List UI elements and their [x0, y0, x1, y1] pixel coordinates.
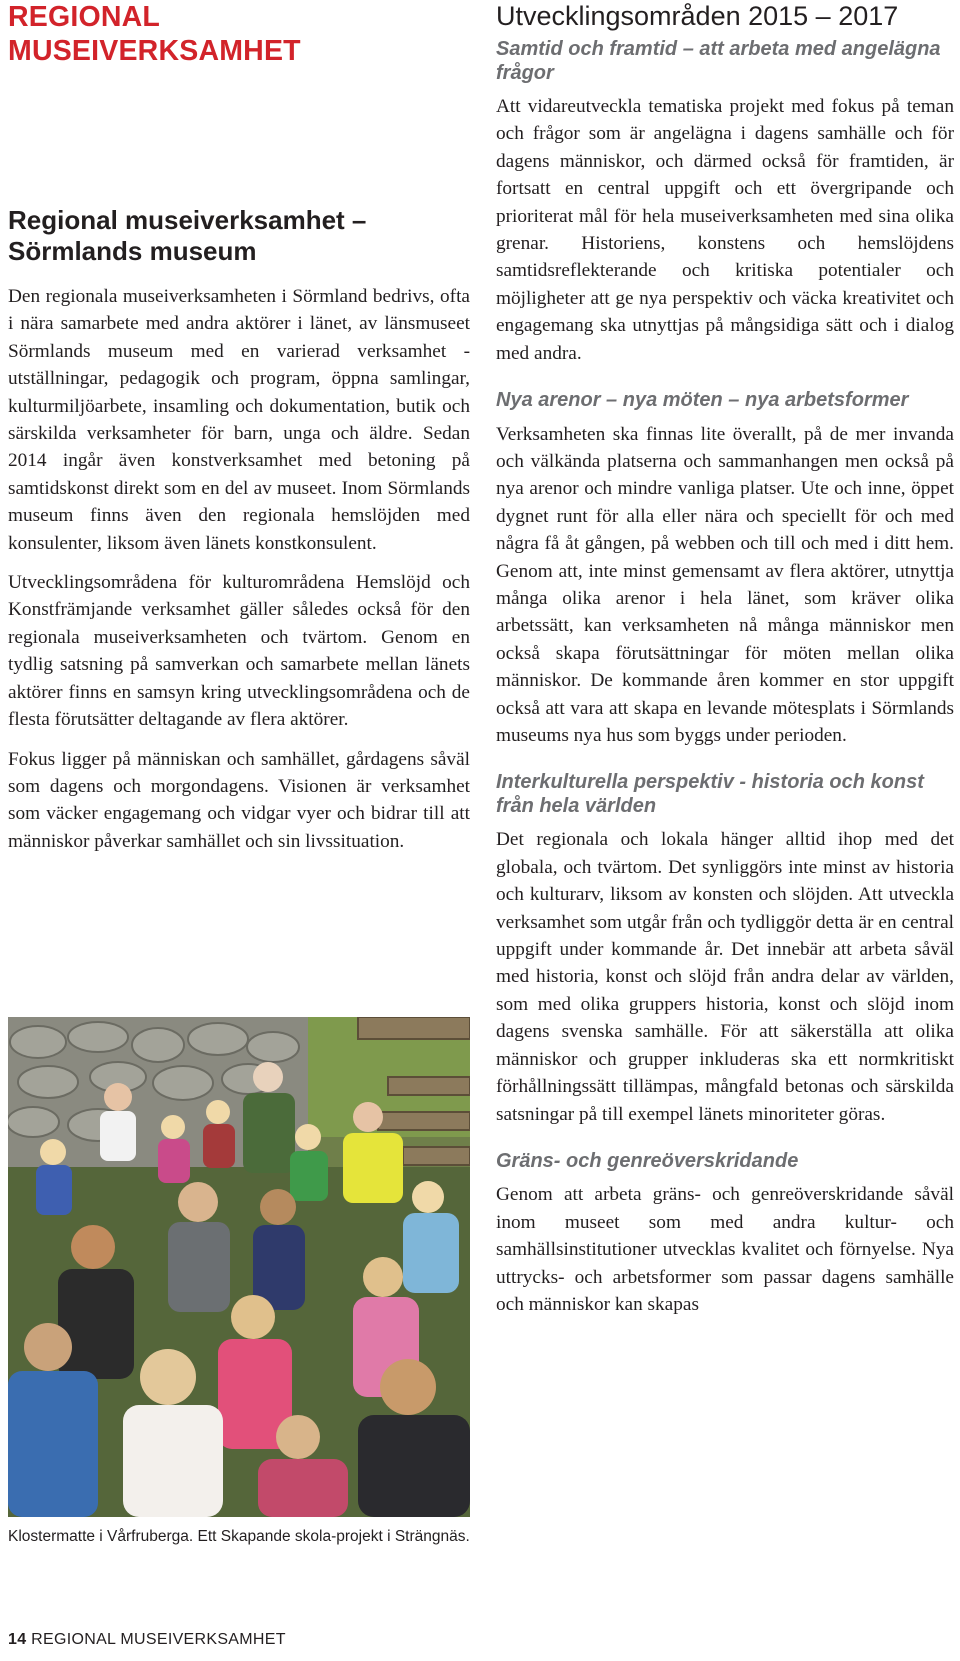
photo-caption: Klostermatte i Vårfruberga. Ett Skapande skola-projekt i Strängnäs.: [8, 1528, 470, 1545]
development-areas-title: Utvecklingsområden 2015 – 2017: [496, 1, 899, 31]
section-heading: Gräns- och genreöverskridande: [496, 1149, 799, 1172]
article-paragraph: Den regionala museiverksamheten i Sörmland bedrivs, ofta i nära samarbete med andra aktörer i länet, av länsmuseet Sörmlands museum med en varierad verksamhet - utställningar, pedagogik och program, öppna samlingar, kulturmiljöarbete, insamling och dokumentation, butik och särskilda verksamheter för barn, unga och äldre. Sedan 2014 ingår även konstverksamhet med betoning på samtidskonst direkt som en del av museet. Inom Sörmlands museum finns även den regionala hemslöjden med konsulenter, liksom även länets konstkonsulent.: [8, 286, 470, 554]
page-number: 14: [8, 1631, 27, 1648]
section-text: Att vidareutveckla tematiska projekt med fokus på teman och frågor som är angelägna i dagens samhälle och för dagens människor, och därmed också för framtiden, är fortsatt en central uppgift och ett övergripande och prioriterat mål för hela museiverksamheten med sina olika grenar. Historiens, konstens och hemslöjdens samtidsreflekterande och kritiska potentialer och möjligheter att ge nya perspektiv och väcka kreativitet och engagemang ska utnyttjas på mångsidiga sätt och i dialog med andra.: [496, 96, 954, 364]
photo-children-outdoors: [8, 1017, 470, 1517]
article-title: Regional museiverksamhet – Sörmlands museum: [8, 205, 367, 266]
section-intercultural: [496, 771, 954, 1127]
right-column: [496, 0, 954, 1330]
section-heading: Samtid och framtid – att arbeta med angelägna frågor: [496, 38, 941, 84]
photo-illustration: [8, 1017, 470, 1517]
page-footer: [8, 1630, 286, 1650]
section-cross-genre: [496, 1150, 954, 1319]
article-paragraph: Fokus ligger på människan och samhället, gårdagens såväl som dagens och morgondagens. Visionen är verksamhet som väcker engagemang och vidgar vyer och bidrar till att människor påverkar samhället och sin livssituation.: [8, 748, 470, 852]
section-label: REGIONAL MUSEIVERKSAMHET: [8, 1, 301, 67]
article-paragraph: Utvecklingsområdena för kulturområdena Hemslöjd och Konstfrämjande verksamhet gäller således också för den regionala museiverksamheten och tvärtom. Genom en tydlig satsning på samverkan och samarbete mellan länets aktörer finns en samsyn kring utvecklingsområdena och de flesta förutsätter deltagande av flera aktörer.: [8, 572, 470, 731]
left-column: [8, 0, 470, 1545]
section-heading: Interkulturella perspektiv - historia och konst från hela världen: [496, 771, 924, 817]
section-text: Det regionala och lokala hänger alltid ihop med det globala, och tvärtom. Det synliggörs inte minst av historia och kulturarv, liksom av konsten och slöjden. Att utveckla verksamhet som utgår från och tydliggör detta är en central uppgift under kommande år. Det innebär att arbeta såväl med historia, konst och slöjd från andra delar av världen, som med olika gruppers historia, konst och slöjd inom dagens svenska samhälle. För att säkerställa att olika människor och grupper inkluderas ska ett normkritiskt förhållningssätt tillämpas, mångfald betonas och särskilda satsningar på till exempel länets minoriteter göras.: [496, 829, 954, 1125]
section-heading: Nya arenor – nya möten – nya arbetsformer: [496, 389, 909, 412]
section-new-arenas: [496, 389, 954, 749]
footer-label: REGIONAL MUSEIVERKSAMHET: [31, 1631, 286, 1648]
section-text: Genom att arbeta gräns- och genreöverskridande såväl inom museet som med andra kultur- och samhällsinstitutioner utvecklas kvalitet och förnyelse. Nya uttrycks- och arbetsformer som passar dagens samhälle och människor kan skapas: [496, 1184, 954, 1316]
article-body: [8, 283, 470, 867]
section-text: Verksamheten ska finnas lite överallt, på de mer invanda och välkända platserna och sammanhangen men också på nya arenor och mindre vanliga platser. Ute och inne, öppet dygnet runt för alla eller nära och speciellt för och med några få åt gången, på webben och till och med i ditt hem. Genom att, inte minst gemensamt av flera aktörer, utnyttja många olika arenor i hela länet, som kräver olika arbetssätt, kan verksamheten nå många människor men också skapa förutsättningar för möten mellan olika människor. De kommande åren kommer en stor uppgift också att vara att skapa en levande mötesplats i Sörmlands museums nya hus som byggs under perioden.: [496, 423, 954, 747]
section-contemporary: [496, 38, 954, 367]
